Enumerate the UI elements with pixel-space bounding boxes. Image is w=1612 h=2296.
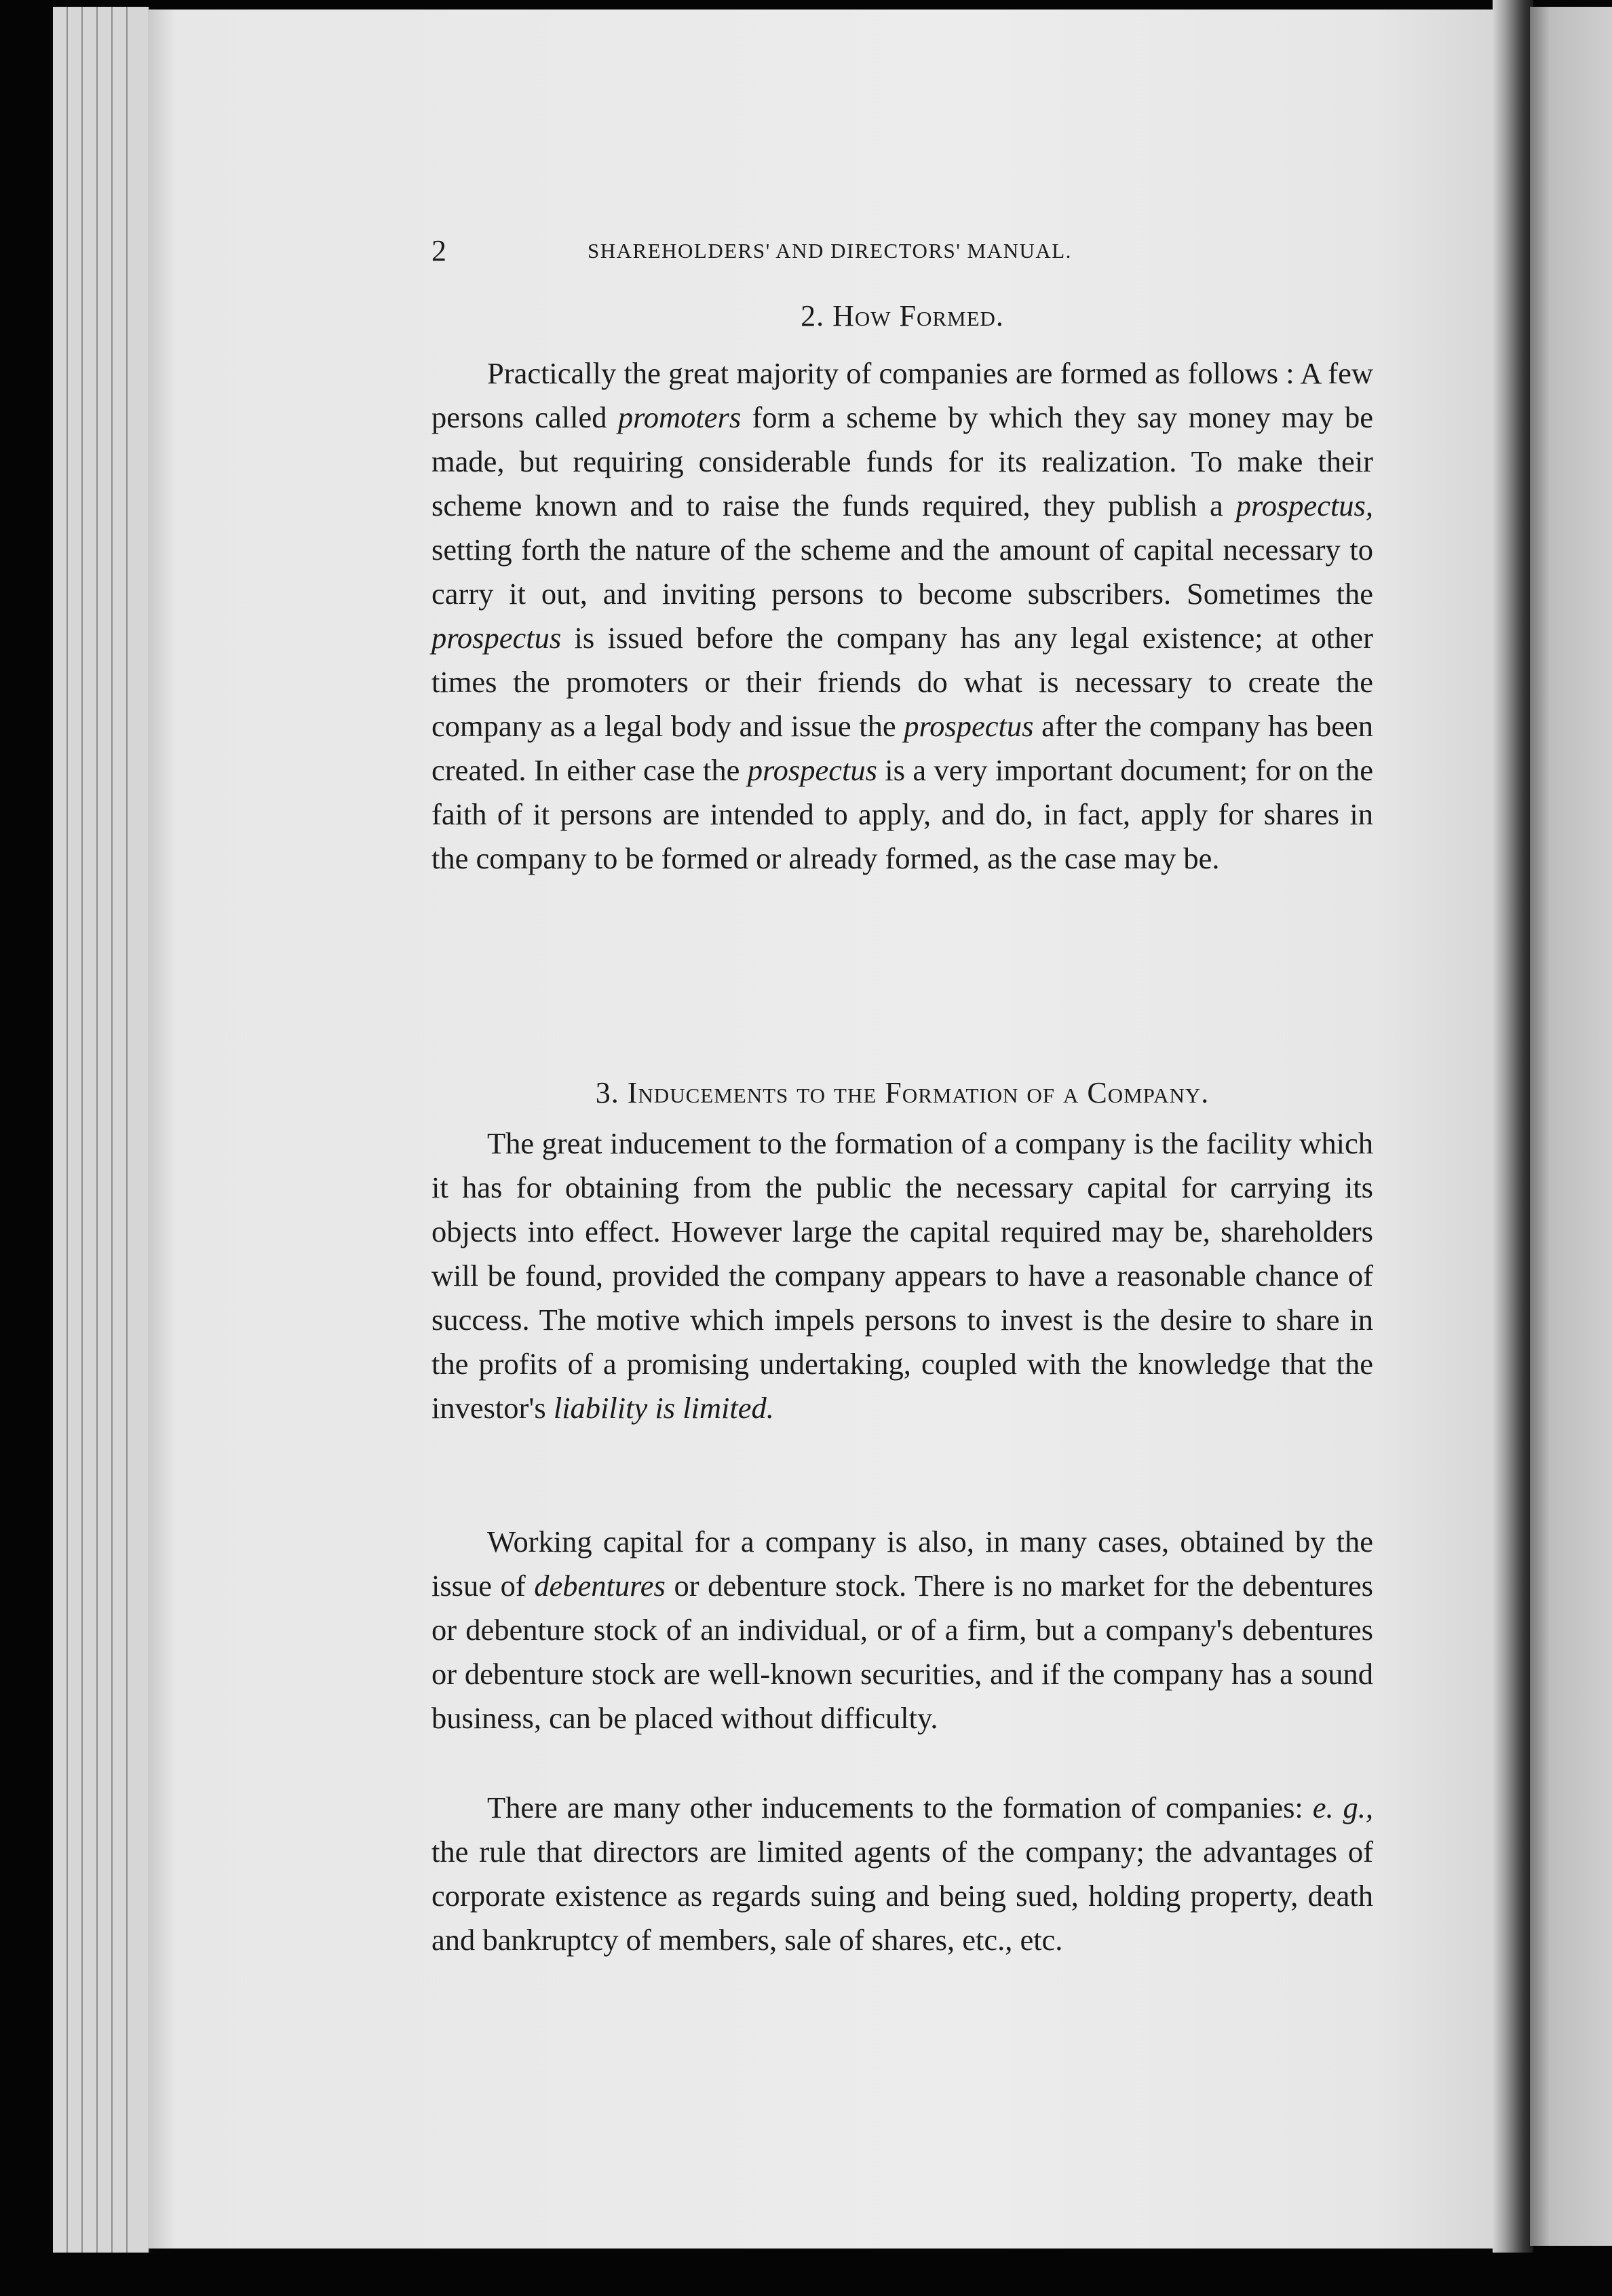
section-heading: 2. How Formed. [801,299,1004,332]
body-paragraph: Working capital for a company is also, in many cases, obtained by the issue of debentures or debenture stock. There is no market for the debentures or debenture stock of an individual, or of a firm, but a company's debentures or debenture stock are well-known securities, and if the company has a sound business, can be placed without difficulty. [431,1525,1373,1735]
page-edge [113,7,128,2253]
body-paragraph: There are many other inducements to the formation of companies: e. g., the rule that directors are limited agents of the company; the advantages of corporate existence as regards suing and being sued, holding property, death and bankruptcy of members, sale of shares, etc., etc. [431,1791,1373,1957]
page-edge [83,7,98,2253]
running-header [431,233,1373,269]
body-paragraph: The great inducement to the formation of a company is the facility which it has for obtaining from the public the necessary capital for carrying its objects into effect. However large the capital required may be, shareholders will be found, provided the company appears to have a reasonable chance of success. The motive which impels persons to invest is the desire to share in the profits of a promising undertaking, coupled with the knowledge that the investor's liability is limited. [431,1126,1373,1425]
body-paragraph: Practically the great majority of companies are formed as follows : A few persons called promoters form a scheme by which they say money may be made, but requiring considerable funds for its realization. To make their scheme known and to raise the funds required, they publish a prospectus, setting forth the nature of the scheme and the amount of capital necessary to carry it out, and inviting persons to become subscribers. Sometimes the prospectus is issued before the company has any legal existence; at other times the promoters or their friends do what is necessary to create the company as a legal body and issue the prospectus after the company has been created. In either case the prospectus is a very important document; for on the faith of it persons are intended to apply, and do, in fact, apply for shares in the company to be formed or already formed, as the case may be. [431,356,1374,875]
page-edge [98,7,113,2253]
facing-page-edge [1530,7,1612,2246]
page-edge [128,7,149,2253]
page-gutter-shadow [1493,0,1533,2253]
page-edge [53,7,68,2253]
running-title: SHAREHOLDERS' AND DIRECTORS' MANUAL. [588,239,1072,263]
page-edge [68,7,83,2253]
page-number: 2 [431,234,447,267]
section-heading: 3. Inducements to the Formation of a Company. [595,1076,1210,1109]
